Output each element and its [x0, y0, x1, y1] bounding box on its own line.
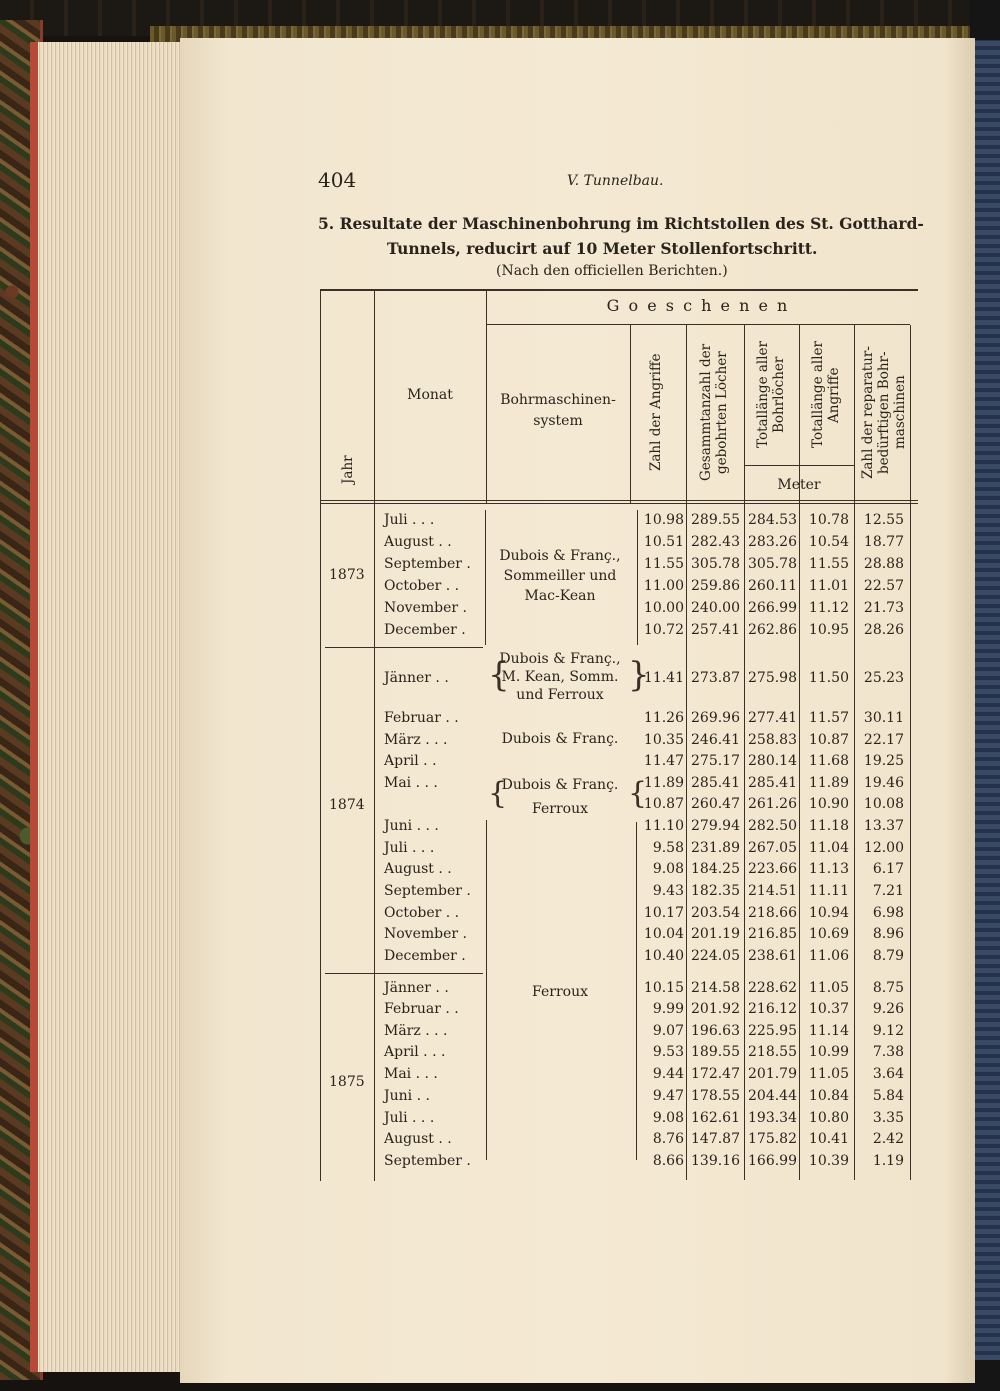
brace-1874a-left: { — [488, 655, 510, 695]
system-ferroux: Ferroux — [532, 984, 588, 1000]
col-rule-len-holes — [799, 325, 800, 1180]
cell-repair: 1.19 — [872, 1153, 904, 1169]
cell-attacks: 10.72 — [643, 622, 684, 638]
col-rule-repair — [910, 325, 911, 1180]
cell-len-holes: 238.61 — [748, 948, 797, 964]
page-number: 404 — [318, 168, 357, 192]
header-attacks: Zahl der Angriffe — [648, 353, 664, 472]
cell-holes: 189.55 — [691, 1044, 740, 1060]
cell-repair: 3.35 — [872, 1110, 904, 1126]
cell-repair: 7.38 — [872, 1044, 904, 1060]
cell-repair: 3.64 — [872, 1066, 904, 1082]
cell-len-holes: 277.41 — [748, 710, 797, 726]
cell-holes: 203.54 — [691, 905, 740, 921]
cell-len-holes: 262.86 — [748, 622, 797, 638]
cell-len-attacks: 11.18 — [808, 818, 849, 834]
cell-len-holes: 266.99 — [748, 600, 797, 616]
cell-len-attacks: 11.05 — [808, 1066, 849, 1082]
year-divider-1874 — [325, 973, 483, 974]
cell-len-holes: 175.82 — [748, 1131, 797, 1147]
header-bottom-rule-2 — [320, 503, 918, 504]
system-1873 — [490, 546, 630, 606]
group-header-rule — [486, 324, 910, 325]
cell-repair: 2.42 — [872, 1131, 904, 1147]
cell-len-holes: 204.44 — [748, 1088, 797, 1104]
cell-attacks: 9.44 — [652, 1066, 684, 1082]
cell-attacks: 8.66 — [652, 1153, 684, 1169]
cell-attacks: 10.04 — [643, 926, 684, 942]
system-1874-jaenner — [494, 650, 626, 704]
cell-repair: 12.55 — [863, 512, 904, 528]
col-rule-holes — [744, 325, 745, 1180]
cell-month: August . . — [384, 861, 452, 877]
cell-holes: 282.43 — [691, 534, 740, 550]
cell-holes: 184.25 — [691, 861, 740, 877]
cell-len-holes: 166.99 — [748, 1153, 797, 1169]
cell-month: August . . — [384, 534, 452, 550]
cell-month: October . . — [384, 905, 460, 921]
cell-month: September . — [384, 556, 471, 572]
cell-len-attacks: 11.50 — [808, 670, 849, 686]
table-top-rule — [320, 289, 918, 291]
header-repair-line1: Zahl der reparatur- — [860, 346, 876, 479]
cell-len-attacks: 11.05 — [808, 980, 849, 996]
system-1874c-line2: Ferroux — [532, 801, 588, 817]
col-rule-system — [630, 325, 631, 503]
col-rule-len-attacks — [854, 325, 855, 1180]
cell-len-holes: 216.12 — [748, 1001, 797, 1017]
cell-holes: 196.63 — [691, 1023, 740, 1039]
cell-holes: 285.41 — [691, 775, 740, 791]
cell-len-attacks: 11.11 — [808, 883, 849, 899]
cell-len-attacks: 10.54 — [808, 534, 849, 550]
cell-month: April . . . — [384, 1044, 446, 1060]
cell-repair: 6.17 — [872, 861, 904, 877]
year-divider-1873 — [325, 647, 483, 648]
cell-holes: 240.00 — [691, 600, 740, 616]
cell-repair: 21.73 — [863, 600, 904, 616]
brace-1874c-right: { — [628, 776, 648, 811]
cell-holes: 289.55 — [691, 512, 740, 528]
cell-month: October . . — [384, 578, 460, 594]
table-subtitle: (Nach den officiellen Berichten.) — [496, 263, 728, 279]
cell-len-holes: 280.14 — [748, 753, 797, 769]
brace-1874a-right: } — [628, 655, 650, 695]
group-header-goeschenen: G o e s c h e n e n — [606, 296, 790, 315]
cell-len-holes: 218.55 — [748, 1044, 797, 1060]
cell-len-attacks: 10.99 — [808, 1044, 849, 1060]
cell-len-holes: 216.85 — [748, 926, 797, 942]
cell-repair: 19.25 — [863, 753, 904, 769]
header-year: Jahr — [340, 455, 356, 485]
cell-month: September . — [384, 1153, 471, 1169]
cell-len-holes: 284.53 — [748, 512, 797, 528]
header-system-line1: Bohrmaschinen- — [500, 392, 616, 408]
cell-attacks: 11.89 — [643, 775, 684, 791]
header-repair-line2: bedürftigen Bohr- — [876, 351, 892, 474]
cell-month: September . — [384, 883, 471, 899]
cell-repair: 19.46 — [863, 775, 904, 791]
header-len-holes-line1: Totallänge aller — [755, 341, 771, 449]
cell-repair: 28.26 — [863, 622, 904, 638]
cell-month: Februar . . — [384, 1001, 459, 1017]
header-system — [486, 392, 630, 430]
cell-len-attacks: 10.87 — [808, 732, 849, 748]
cell-month: August . . — [384, 1131, 452, 1147]
system-1874a-line2: M. Kean, Somm. — [501, 669, 619, 685]
cell-month: Juli . . . — [384, 1110, 435, 1126]
cell-attacks: 11.41 — [643, 670, 684, 686]
cell-attacks: 9.58 — [652, 840, 684, 856]
cell-holes: 273.87 — [691, 670, 740, 686]
cell-len-attacks: 11.68 — [808, 753, 849, 769]
cell-len-attacks: 10.95 — [808, 622, 849, 638]
brace-right-ferroux — [636, 822, 637, 1160]
page-block-edge — [30, 42, 188, 1372]
cell-repair: 6.98 — [872, 905, 904, 921]
system-1873-line3: Mac-Kean — [524, 588, 596, 604]
cell-len-attacks: 10.39 — [808, 1153, 849, 1169]
header-repair — [860, 330, 908, 495]
cell-repair: 18.77 — [863, 534, 904, 550]
cell-month: November . — [384, 926, 467, 942]
cell-attacks: 11.00 — [643, 578, 684, 594]
system-1873-line2: Sommeiller und — [503, 568, 617, 584]
cell-attacks: 11.47 — [643, 753, 684, 769]
col-rule-attacks — [686, 325, 687, 1180]
cell-holes: 275.17 — [691, 753, 740, 769]
cell-month: December . — [384, 948, 466, 964]
cell-attacks: 10.51 — [643, 534, 684, 550]
cell-month: April . . — [384, 753, 437, 769]
cell-holes: 224.05 — [691, 948, 740, 964]
cell-holes: 172.47 — [691, 1066, 740, 1082]
cell-len-attacks: 10.84 — [808, 1088, 849, 1104]
cell-month: December . — [384, 622, 466, 638]
cell-repair: 7.21 — [872, 883, 904, 899]
cell-holes: 305.78 — [691, 556, 740, 572]
cell-attacks: 9.47 — [652, 1088, 684, 1104]
year-1873: 1873 — [329, 567, 365, 583]
cell-repair: 22.57 — [863, 578, 904, 594]
cell-len-holes: 275.98 — [748, 670, 797, 686]
table-title-line2: Tunnels, reducirt auf 10 Meter Stollenfortschritt. — [387, 239, 818, 258]
cell-holes: 260.47 — [691, 796, 740, 812]
cell-len-holes: 214.51 — [748, 883, 797, 899]
cell-repair: 8.79 — [872, 948, 904, 964]
cell-len-attacks: 11.06 — [808, 948, 849, 964]
col-rule-year — [374, 291, 375, 1181]
cell-len-holes: 282.50 — [748, 818, 797, 834]
cell-attacks: 10.15 — [643, 980, 684, 996]
cell-repair: 22.17 — [863, 732, 904, 748]
cell-len-attacks: 10.69 — [808, 926, 849, 942]
header-len-holes — [755, 330, 789, 460]
cell-holes: 139.16 — [691, 1153, 740, 1169]
cell-attacks: 11.10 — [643, 818, 684, 834]
cell-attacks: 10.40 — [643, 948, 684, 964]
cell-month: Juni . . . — [384, 818, 439, 834]
cell-len-attacks: 11.13 — [808, 861, 849, 877]
cell-repair: 8.96 — [872, 926, 904, 942]
cell-attacks: 10.87 — [643, 796, 684, 812]
table-title-line1: 5. Resultate der Maschinenbohrung im Richtstollen des St. Gotthard- — [318, 214, 924, 233]
year-1875: 1875 — [329, 1074, 365, 1090]
cell-len-attacks: 10.94 — [808, 905, 849, 921]
cell-repair: 28.88 — [863, 556, 904, 572]
cell-month: Jänner . . — [384, 670, 449, 686]
cell-len-holes: 193.34 — [748, 1110, 797, 1126]
cell-len-holes: 285.41 — [748, 775, 797, 791]
cell-attacks: 9.53 — [652, 1044, 684, 1060]
cell-len-attacks: 10.80 — [808, 1110, 849, 1126]
system-1874-mai — [494, 773, 626, 821]
brace-right-1873 — [637, 510, 638, 645]
header-len-attacks — [810, 330, 844, 460]
cell-len-holes: 283.26 — [748, 534, 797, 550]
cell-attacks: 11.26 — [643, 710, 684, 726]
cell-holes: 279.94 — [691, 818, 740, 834]
cell-holes: 214.58 — [691, 980, 740, 996]
cell-month: Juli . . . — [384, 840, 435, 856]
header-len-holes-line2: Bohrlöcher — [771, 356, 787, 434]
cell-len-attacks: 11.55 — [808, 556, 849, 572]
cell-month: Juni . . — [384, 1088, 430, 1104]
header-holes-line2: gebohrten Löcher — [714, 351, 730, 474]
cell-month — [384, 794, 484, 814]
cell-month: Jänner . . — [384, 980, 449, 996]
brace-left-ferroux — [486, 820, 487, 1160]
cell-holes: 246.41 — [691, 732, 740, 748]
cell-repair: 10.08 — [863, 796, 904, 812]
cell-month: November . — [384, 600, 467, 616]
cell-len-holes: 267.05 — [748, 840, 797, 856]
system-1874a-line1: Dubois & Franç., — [499, 651, 621, 667]
cell-month: Februar . . — [384, 710, 459, 726]
book-cover-right — [972, 40, 1000, 1360]
cell-holes: 257.41 — [691, 622, 740, 638]
cell-len-holes: 228.62 — [748, 980, 797, 996]
header-holes-line1: Gesammtanzahl der — [698, 343, 714, 482]
cell-holes: 162.61 — [691, 1110, 740, 1126]
cell-attacks: 10.35 — [643, 732, 684, 748]
cell-repair: 9.12 — [872, 1023, 904, 1039]
header-repair-line3: maschinen — [892, 375, 908, 450]
cell-len-holes: 201.79 — [748, 1066, 797, 1082]
cell-repair: 13.37 — [863, 818, 904, 834]
cell-holes: 231.89 — [691, 840, 740, 856]
header-month: Monat — [407, 387, 453, 403]
cell-attacks: 9.43 — [652, 883, 684, 899]
cell-repair: 30.11 — [863, 710, 904, 726]
cell-month: Juli . . . — [384, 512, 435, 528]
cell-repair: 5.84 — [872, 1088, 904, 1104]
cell-len-attacks: 10.37 — [808, 1001, 849, 1017]
cell-attacks: 10.17 — [643, 905, 684, 921]
system-1874a-line3: und Ferroux — [516, 687, 604, 703]
cell-len-holes: 218.66 — [748, 905, 797, 921]
cell-attacks: 9.07 — [652, 1023, 684, 1039]
cell-len-attacks: 10.78 — [808, 512, 849, 528]
cell-attacks: 10.98 — [643, 512, 684, 528]
year-1874: 1874 — [329, 797, 365, 813]
cell-holes: 178.55 — [691, 1088, 740, 1104]
header-system-line2: system — [533, 413, 583, 429]
cell-len-holes: 261.26 — [748, 796, 797, 812]
cell-holes: 147.87 — [691, 1131, 740, 1147]
cell-month: Mai . . . — [384, 1066, 438, 1082]
cell-len-holes: 258.83 — [748, 732, 797, 748]
cell-len-holes: 223.66 — [748, 861, 797, 877]
cell-len-attacks: 10.41 — [808, 1131, 849, 1147]
header-bottom-rule-1 — [320, 500, 918, 501]
cell-attacks: 9.08 — [652, 861, 684, 877]
cell-attacks: 8.76 — [652, 1131, 684, 1147]
header-holes — [698, 330, 732, 495]
cell-month: März . . . — [384, 1023, 448, 1039]
cell-len-holes: 260.11 — [748, 578, 797, 594]
running-head: V. Tunnelbau. — [567, 173, 664, 189]
cell-attacks: 9.08 — [652, 1110, 684, 1126]
cell-len-holes: 225.95 — [748, 1023, 797, 1039]
cell-attacks: 11.55 — [643, 556, 684, 572]
cell-attacks: 9.99 — [652, 1001, 684, 1017]
cell-len-attacks: 10.90 — [808, 796, 849, 812]
cell-len-attacks: 11.01 — [808, 578, 849, 594]
cell-len-attacks: 11.57 — [808, 710, 849, 726]
cell-holes: 182.35 — [691, 883, 740, 899]
cell-holes: 201.92 — [691, 1001, 740, 1017]
cell-len-attacks: 11.14 — [808, 1023, 849, 1039]
cell-month: Mai . . . — [384, 775, 438, 791]
cell-repair: 25.23 — [863, 670, 904, 686]
cell-repair: 8.75 — [872, 980, 904, 996]
cell-holes: 269.96 — [691, 710, 740, 726]
brace-1874c-left: { — [488, 776, 508, 811]
system-1874c-line1: Dubois & Franç. — [501, 777, 619, 793]
system-1873-line1: Dubois & Franç., — [499, 548, 621, 564]
header-len-attacks-line2: Angriffe — [826, 367, 842, 423]
table-left-rule — [320, 291, 321, 1181]
cell-month: März . . . — [384, 732, 448, 748]
header-meter: Meter — [777, 477, 821, 493]
cell-repair: 12.00 — [863, 840, 904, 856]
system-1874-feb-april: Dubois & Franç. — [501, 731, 619, 747]
cell-repair: 9.26 — [872, 1001, 904, 1017]
cell-len-attacks: 11.12 — [808, 600, 849, 616]
cell-len-attacks: 11.04 — [808, 840, 849, 856]
header-len-attacks-line1: Totallänge aller — [810, 341, 826, 449]
cell-len-holes: 305.78 — [748, 556, 797, 572]
cell-holes: 259.86 — [691, 578, 740, 594]
cell-len-attacks: 11.89 — [808, 775, 849, 791]
cell-holes: 201.19 — [691, 926, 740, 942]
cell-attacks: 10.00 — [643, 600, 684, 616]
brace-left-1873 — [485, 510, 486, 645]
